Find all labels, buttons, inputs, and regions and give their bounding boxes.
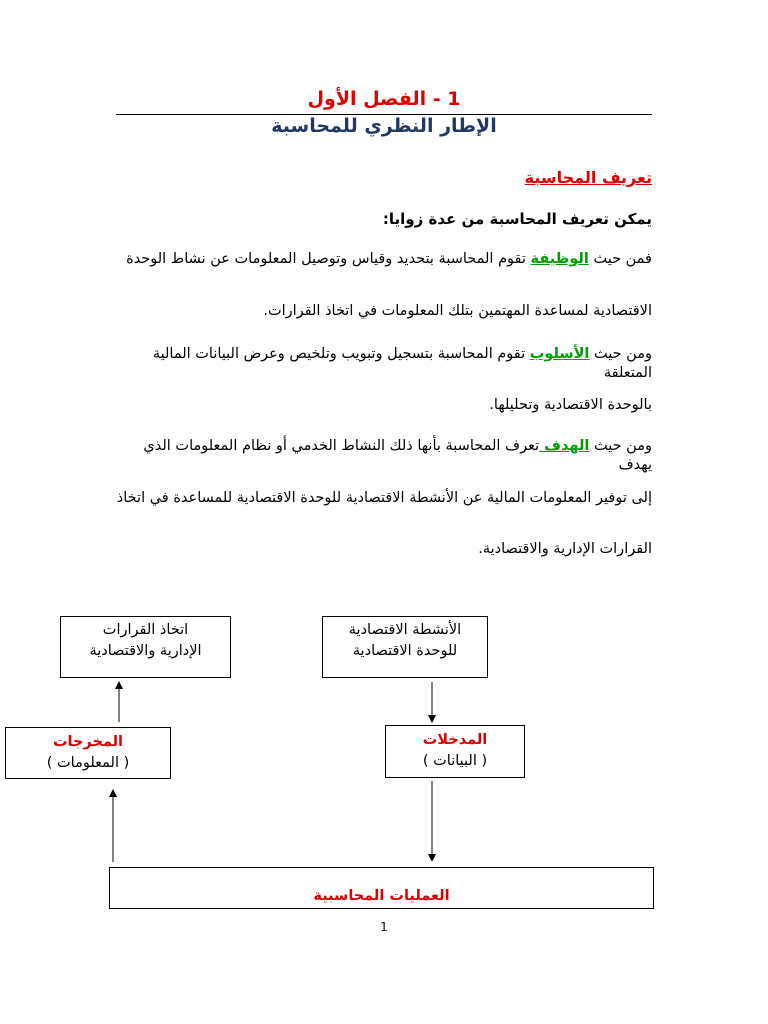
inputs-subtitle: ( البيانات ) bbox=[422, 753, 488, 769]
paragraph-prefix: فمن حيث bbox=[588, 251, 652, 267]
paragraph-method-continuation: بالوحدة الاقتصادية وتحليلها. bbox=[489, 397, 652, 413]
paragraph-text: تقوم المحاسبة بتحديد وقياس وتوصيل المعلومات عن نشاط الوحدة bbox=[126, 251, 531, 267]
keyword-function: الوظيفة bbox=[530, 251, 589, 267]
inputs-title: المدخلات bbox=[422, 732, 488, 748]
paragraph-goal-continuation: إلى توفير المعلومات المالية عن الأنشطة الاقتصادية للوحدة الاقتصادية للمساعدة في اتخاذ bbox=[116, 490, 652, 506]
paragraph-text: تقوم المحاسبة بتسجيل وتبويب وتلخيص وعرض البيانات المالية المتعلقة bbox=[152, 346, 652, 381]
activities-box bbox=[322, 616, 488, 678]
outputs-title: المخرجات bbox=[52, 734, 124, 750]
activities-line-2: للوحدة الاقتصادية bbox=[352, 643, 458, 659]
outputs-subtitle: ( المعلومات ) bbox=[46, 755, 130, 771]
paragraph-prefix: ومن حيث bbox=[589, 438, 652, 454]
paragraph-goal-continuation-2: القرارات الإدارية والاقتصادية. bbox=[478, 541, 652, 557]
chapter-title: 1 - الفصل الأول bbox=[307, 88, 461, 110]
intro-text: يمكن تعريف المحاسبة من عدة زوايا: bbox=[382, 210, 652, 228]
paragraph-method bbox=[112, 345, 652, 383]
page-number: 1 bbox=[380, 920, 388, 934]
paragraph-prefix: ومن حيث bbox=[589, 346, 652, 362]
page-subtitle: الإطار النظري للمحاسبة bbox=[271, 115, 497, 137]
paragraph-function bbox=[112, 250, 652, 269]
keyword-method: الأسلوب bbox=[529, 346, 590, 362]
decisions-box bbox=[60, 616, 231, 678]
decisions-line-2: الإدارية والاقتصادية bbox=[89, 643, 202, 659]
activities-line-1: الأنشطة الاقتصادية bbox=[348, 622, 462, 638]
operations-box bbox=[109, 867, 654, 909]
paragraph-text: تعرف المحاسبة بأنها ذلك النشاط الخدمي أو نظام المعلومات الذي يهدف bbox=[143, 438, 652, 473]
keyword-goal: الهدف bbox=[539, 438, 590, 454]
decisions-line-1: اتخاذ القرارات bbox=[102, 622, 189, 638]
operations-title: العمليات المحاسبية bbox=[313, 888, 450, 904]
inputs-box bbox=[385, 725, 525, 778]
paragraph-goal bbox=[112, 437, 652, 475]
section-heading: تعريف المحاسبة bbox=[524, 168, 652, 187]
paragraph-function-continuation: الاقتصادية لمساعدة المهتمين بتلك المعلومات في اتخاذ القرارات. bbox=[263, 303, 652, 319]
outputs-box bbox=[5, 727, 171, 779]
